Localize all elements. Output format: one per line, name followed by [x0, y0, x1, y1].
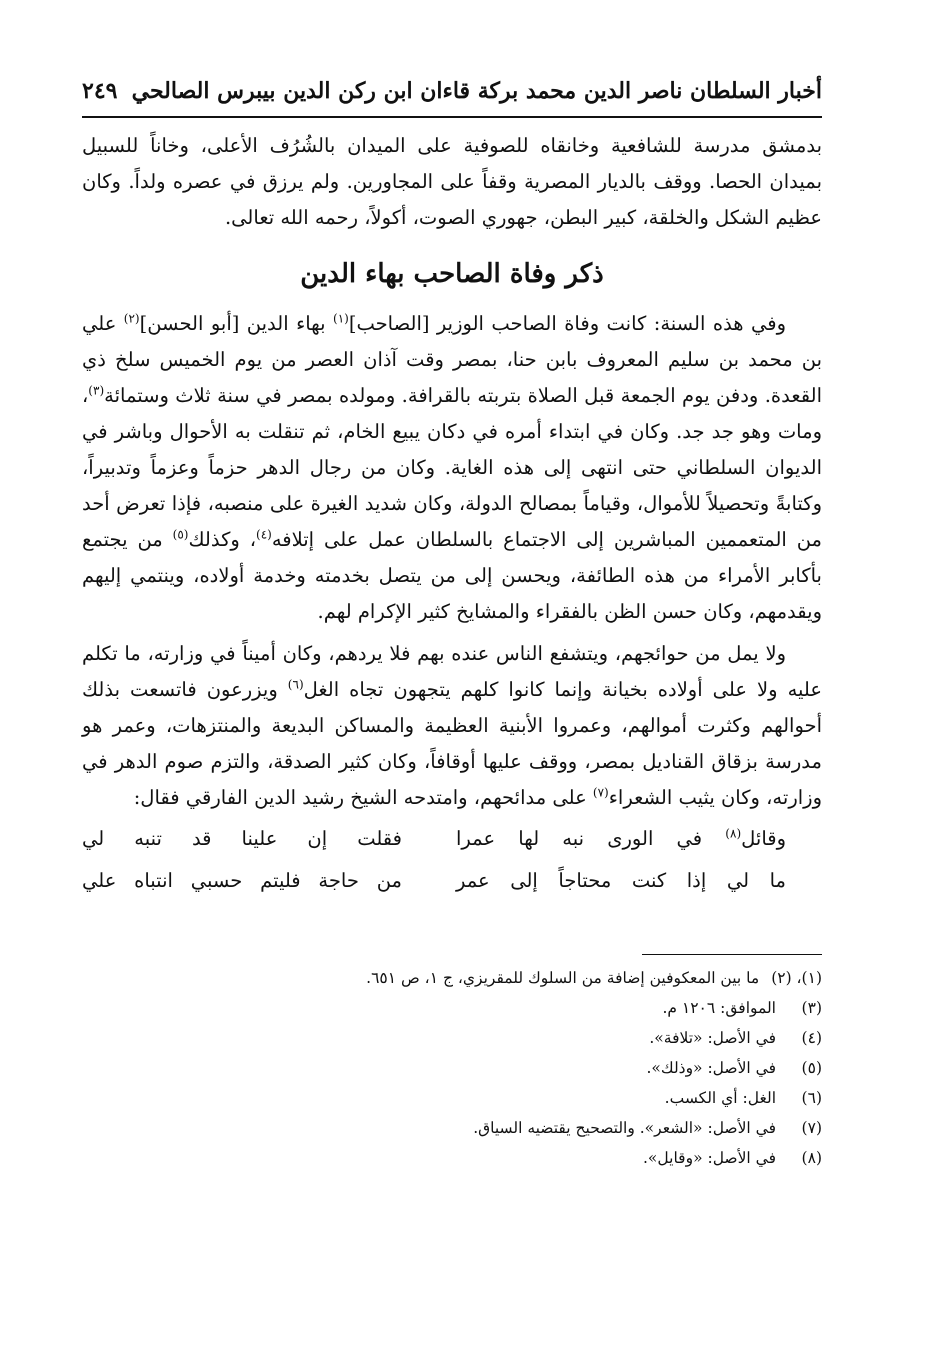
text-span: وفي هذه السنة: كانت وفاة الصاحب الوزير [الصاحب] — [348, 312, 786, 335]
text-span: ، وكذلك — [188, 528, 256, 551]
section-heading: ذكر وفاة الصاحب بهاء الدين — [300, 259, 604, 289]
footnote-number: (١)، (٢) — [771, 969, 822, 987]
intro-paragraph: بدمشق مدرسة للشافعية وخانقاه للصوفية على الميدان بالشُرُف الأعلى، وخاناً للسبيل بميدان الحصا. ووقف بالديار المصرية وقفاً على المجاورين. ولم يرزق في عصره ولداً. وكان عظيم الشكل والخلقة، كبير البطن، جهوري الصوت، أكولاً، رحمه الله تعالى. — [82, 134, 822, 229]
footnote-separator — [642, 954, 822, 955]
text-span: بهاء الدين [أبو الحسن] — [139, 312, 334, 335]
footnote-item — [82, 1083, 822, 1113]
running-header — [82, 78, 822, 118]
footnote-text: في الأصل: «تلافة». — [649, 1029, 776, 1047]
footnote-ref[interactable]: (٥) — [172, 527, 189, 542]
footnote-number: (٧) — [801, 1119, 822, 1137]
footnote-number: (٤) — [801, 1029, 822, 1047]
verse-line — [82, 820, 822, 858]
footnote-ref[interactable]: (٨) — [725, 826, 742, 841]
text-span: من يجتمع بأكابر الأمراء من هذه الطائفة، ويحسن إلى من يتصل بخدمته وخدمة أولاده، وينتمي إليهم ويقدمهم، وكان حسن الظن بالفقراء والمشايخ كثير الإكرام لهم. — [82, 528, 822, 623]
text-span: في الورى نبه لها عمرا — [456, 827, 726, 850]
footnote-number: (٣) — [801, 999, 822, 1017]
footnote-item — [82, 1023, 822, 1053]
text-span: وقائل — [741, 827, 786, 850]
text-span: علي بن محمد بن سليم المعروف بابن حنا، بمصر وقت آذان العصر من يوم الخميس سلخ ذي القعدة. ودفن يوم الجمعة قبل الصلاة بتربته بالقرافة. ومولده بمصر في سنة ثلاث وستمائة — [82, 312, 822, 407]
footnote-text: في الأصل: «وذلك». — [646, 1059, 776, 1077]
footnote-ref[interactable]: (٦) — [287, 677, 304, 692]
footnote-item — [82, 1113, 822, 1143]
running-title: أخبار السلطان ناصر الدين محمد بركة قاءان ابن ركن الدين بيبرس الصالحي — [131, 78, 822, 104]
text-span: ويزرعون فاتسعت بذلك أحوالهم وكثرت أموالهم، وعمروا الأبنية العظيمة والمساكن البديعة والمنتزهات، وعمر هو مدرسة بزقاق القناديل بمصر، ووقف عليها أوقافاً، وكان كثير الصدقة، والتزم صوم الدهر في وزارته، وكان يثيب الشعراء — [82, 678, 822, 809]
footnote-item — [82, 963, 822, 993]
footnote-ref[interactable]: (٢) — [123, 311, 140, 326]
footnote-ref[interactable]: (٤) — [256, 527, 272, 542]
footnote-item — [82, 1053, 822, 1083]
poem-verse — [82, 820, 822, 900]
book-page — [82, 78, 822, 1173]
text-span: ، ومات وهو جد جد. وكان في ابتداء أمره في دكان يبيع الخام، ثم تنقلت به الأحوال وباشر في الديوان السلطاني حتى انتهى إلى هذه الغاية. وكان من رجال الدهر حزماً وعزماً وتدبيراً، وكتابةً وتحصيلاً للأموال، وقياماً بمصالح الدولة، وكان شديد الغيرة على منصبه، فإذا تعرض أحد من المتعممين المباشرين إلى الاجتماع بالسلطان عمل على إتلافه — [82, 384, 822, 551]
text-span: على مدائحهم، وامتدحه الشيخ رشيد الدين الفارقي فقال: — [133, 786, 593, 809]
hemistich-first — [456, 820, 786, 858]
footnote-number: (٨) — [801, 1149, 822, 1167]
footnote-text: في الأصل: «وقايل». — [642, 1149, 776, 1167]
footnote-item — [82, 993, 822, 1023]
hemistich-first: ما لي إذا كنت محتاجاً إلى عمر — [456, 869, 786, 892]
paragraph-character — [82, 636, 822, 816]
footnote-text: ما بين المعكوفين إضافة من السلوك للمقريزي، ج ١، ص ٦٥١. — [366, 969, 760, 987]
footnote-ref[interactable]: (٣) — [88, 383, 105, 398]
hemistich-second: من حاجة فليتم حسبي انتباه علي — [82, 869, 402, 892]
footnote-text: في الأصل: «الشعر». والتصحيح يقتضيه السياق. — [473, 1119, 776, 1137]
footnote-number: (٥) — [801, 1059, 822, 1077]
hemistich-second: فقلت إن علينا قد تنبه لي — [82, 827, 402, 850]
footnote-text: الموافق: ١٢٠٦ م. — [662, 999, 776, 1017]
footnote-ref[interactable]: (١) — [333, 311, 349, 326]
body-text — [82, 128, 822, 816]
page-number: ٢٤٩ — [82, 78, 118, 104]
footnote-text: الغل: أي الكسب. — [664, 1089, 776, 1107]
footnote-ref[interactable]: (٧) — [592, 785, 609, 800]
footnotes — [82, 963, 822, 1173]
footnote-item — [82, 1143, 822, 1173]
paragraph-death-notice — [82, 306, 822, 630]
verse-line — [82, 862, 822, 900]
text-span: ولا يمل من حوائجهم، ويتشفع الناس عنده بهم فلا يردهم، وكان أميناً في وزارته، ما تكلم عليه ولا على أولاده بخيانة وإنما كانوا كلهم يتجهون تجاه الغل — [82, 642, 823, 701]
footnote-number: (٦) — [801, 1089, 822, 1107]
